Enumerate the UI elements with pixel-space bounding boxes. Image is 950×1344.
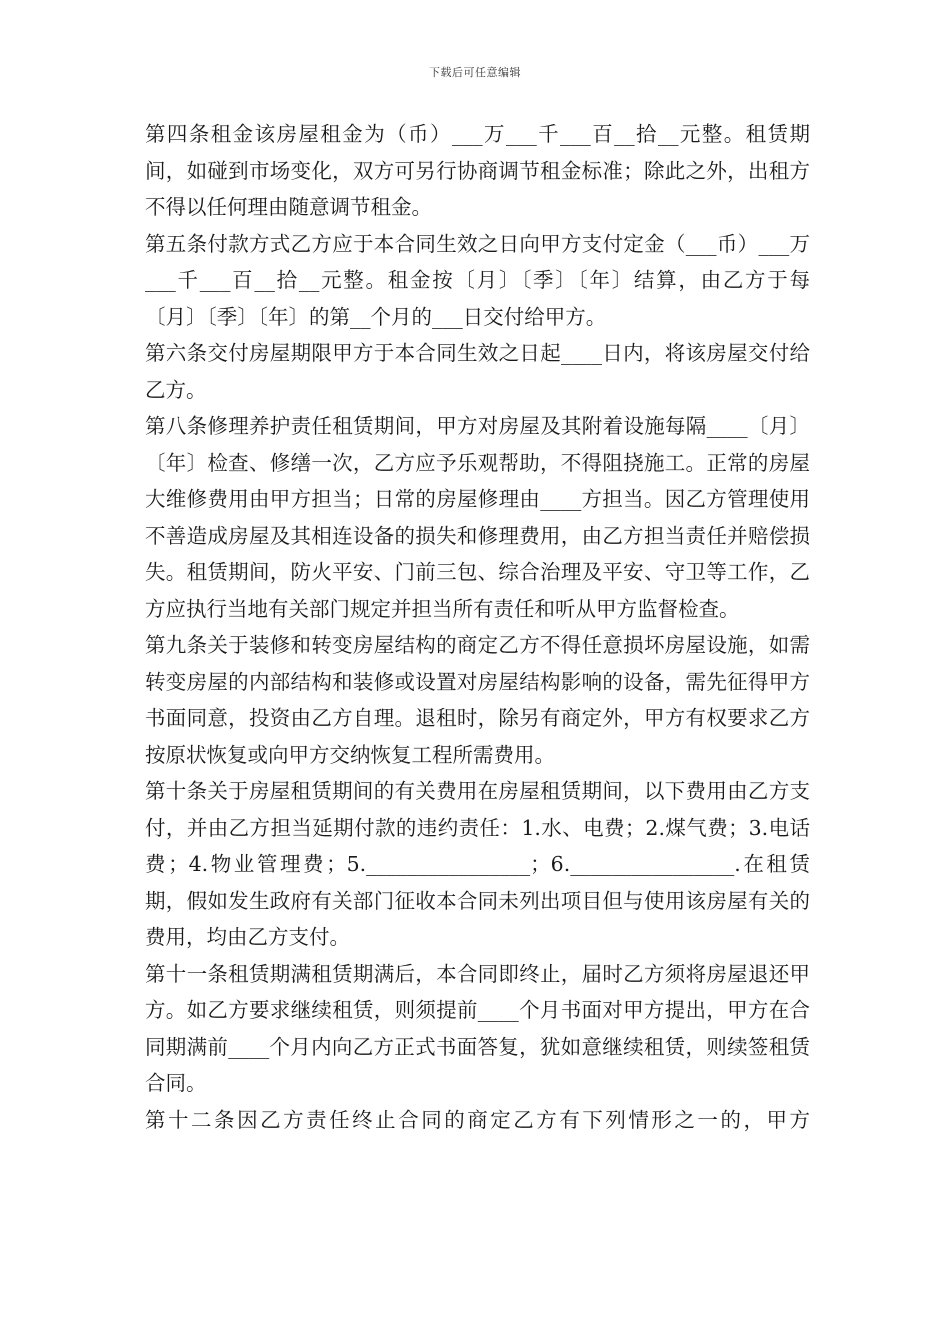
clause-12-termination: 第十二条因乙方责任终止合同的商定乙方有下列情形之一的，甲方 bbox=[145, 1107, 810, 1132]
clause-11-expiry: 第十一条租赁期满租赁期满后，本合同即终止，届时乙方须将房屋退还甲方。如乙方要求继续租赁，则须提前____个月书面对甲方提出，甲方在合同期满前____个月内向乙方正式书面答复，犹如意继续租赁，则续签租赁合同。 bbox=[145, 961, 810, 1095]
clause-8-maintenance: 第八条修理养护责任租赁期间，甲方对房屋及其附着设施每隔____〔月〕〔年〕检查、修缮一次，乙方应予乐观帮助，不得阻挠施工。正常的房屋大维修费用由甲方担当；日常的房屋修理由____方担当。因乙方管理使用不善造成房屋及其相连设备的损失和修理费用，由乙方担当责任并赔偿损失。租赁期间，防火平安、门前三包、综合治理及平安、守卫等工作，乙方应执行当地有关部门规定并担当所有责任和听从甲方监督检查。 bbox=[145, 414, 810, 621]
page-header: 下载后可任意编辑 bbox=[429, 66, 521, 79]
clause-10-fees: 第十条关于房屋租赁期间的有关费用在房屋租赁期间，以下费用由乙方支付，并由乙方担当延期付款的违约责任：1.水、电费；2.煤气费；3.电话费；4.物业管理费；5.________________；6.________________.在租赁期，假如发生政府有关部门征收本合同未列出项目但与使用该房屋有关的费用，均由乙方支付。 bbox=[145, 779, 810, 949]
clause-6-delivery: 第六条交付房屋期限甲方于本合同生效之日起____日内，将该房屋交付给乙方。 bbox=[145, 341, 810, 402]
clause-9-renovation: 第九条关于装修和转变房屋结构的商定乙方不得任意损坏房屋设施，如需转变房屋的内部结构和装修或设置对房屋结构影响的设备，需先征得甲方书面同意，投资由乙方自理。退租时，除另有商定外，甲方有权要求乙方按原状恢复或向甲方交纳恢复工程所需费用。 bbox=[145, 633, 810, 767]
clause-4-rent: 第四条租金该房屋租金为（币）___万___千___百__拾__元整。租赁期间，如碰到市场变化，双方可另行协商调节租金标准；除此之外，出租方不得以任何理由随意调节租金。 bbox=[145, 122, 810, 219]
document-body bbox=[145, 116, 810, 1138]
clause-5-payment: 第五条付款方式乙方应于本合同生效之日向甲方支付定金（___币）___万___千___百__拾__元整。租金按〔月〕〔季〕〔年〕结算，由乙方于每〔月〕〔季〕〔年〕的第__个月的___日交付给甲方。 bbox=[145, 231, 810, 329]
